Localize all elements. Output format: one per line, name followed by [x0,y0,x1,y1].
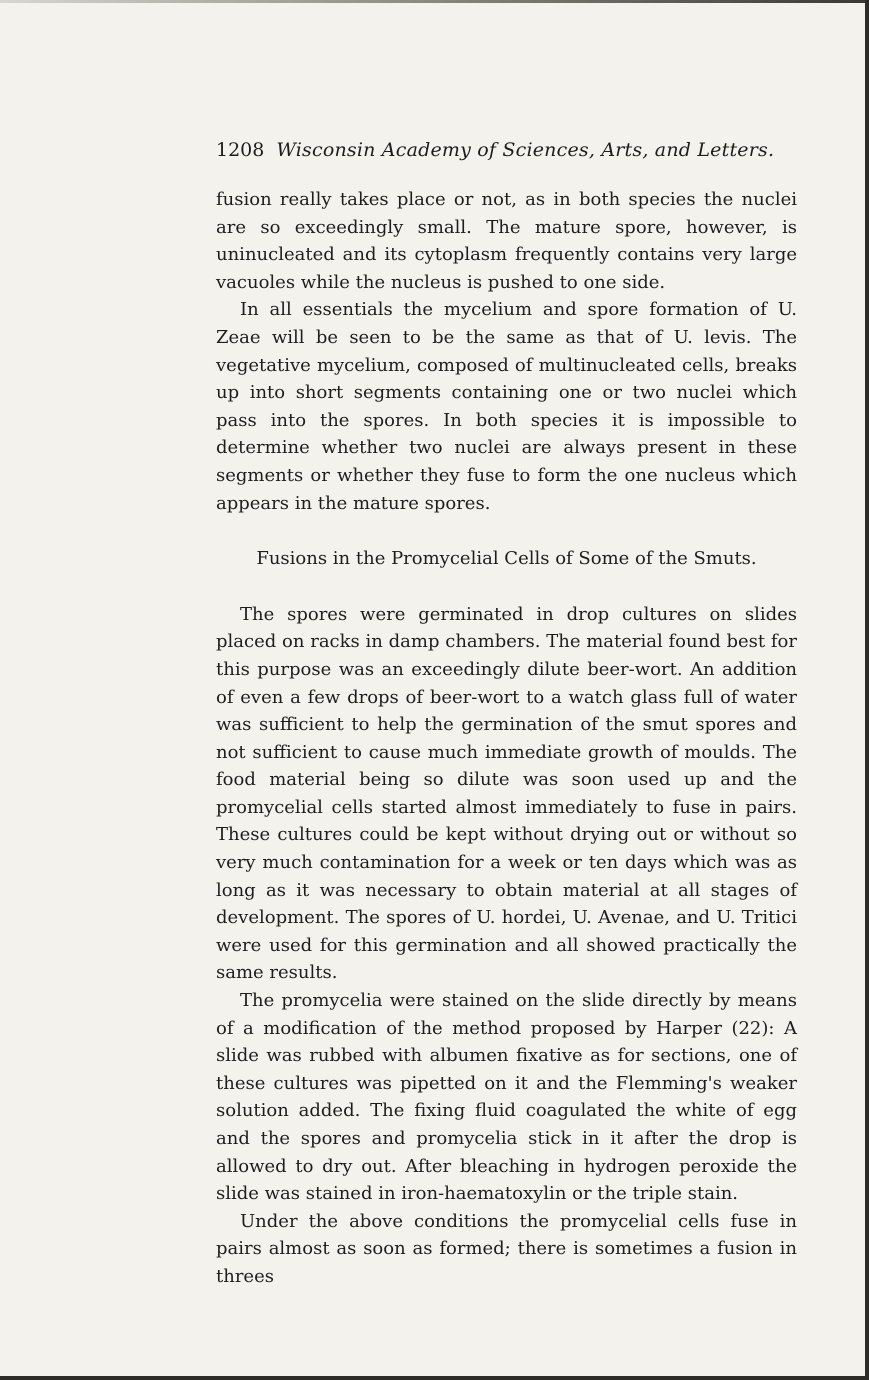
journal-title: Wisconsin Academy of Sciences, Arts, and Letters. [276,139,775,161]
paragraph-continuation: fusion really takes place or not, as in both species the nuclei are so exceedingly small. The mature spore, however, is uninucleated and its cytoplasm frequently contains very large vacuoles while the nucleus is pushed to one side. [216,189,797,293]
paragraph-staining: The promycelia were stained on the slide directly by means of a modification of the method proposed by Harper (22): A slide was rubbed with albumen fixative as for sections, one of these cultures was pipetted on it and the Flemming's weaker solution added. The fixing fluid coagulated the white of egg and the spores and promycelia stick in it after the drop is allowed to dry out. After bleaching in hydrogen peroxide the slide was stained in iron-haematoxylin or the triple stain. [216,990,797,1205]
section-heading: Fusions in the Promycelial Cells of Some of the Smuts. [256,548,757,570]
page-content [216,128,797,1291]
paragraph-fusion: Under the above conditions the promycelial cells fuse in pairs almost as soon as formed; there is sometimes a fusion in threes [216,1210,797,1287]
scan-edge-bottom [0,1376,869,1380]
page-number: 1208 [216,139,265,161]
running-head [216,128,797,172]
scan-edge-right [865,0,869,1380]
paragraph-germination: The spores were germinated in drop cultures on slides placed on racks in damp chambers. The material found best for this purpose was an exceedingly dilute beer-wort. An addition of even a few drops of beer-wort to a watch glass full of water was sufficient to help the germination of the smut spores and not sufficient to cause much immediate growth of moulds. The food material being so dilute was soon used up and the promycelial cells started almost immediately to fuse in pairs. These cultures could be kept without drying out or without so very much contamination for a week or ten days which was as long as it was necessary to obtain material at all stages of development. The spores of U. hordei, U. Avenae, and U. Tritici were used for this germination and all showed practically the same results. [216,603,797,984]
paragraph-mycelium: In all essentials the mycelium and spore formation of U. Zeae will be seen to be the same as that of U. levis. The vegetative mycelium, composed of multinucleated cells, breaks up into short segments containing one or two nuclei which pass into the spores. In both species it is impossible to determine whether two nuclei are always present in these segments or whether they fuse to form the one nucleus which appears in the mature spores. [216,299,797,514]
scan-edge-top [0,0,869,3]
